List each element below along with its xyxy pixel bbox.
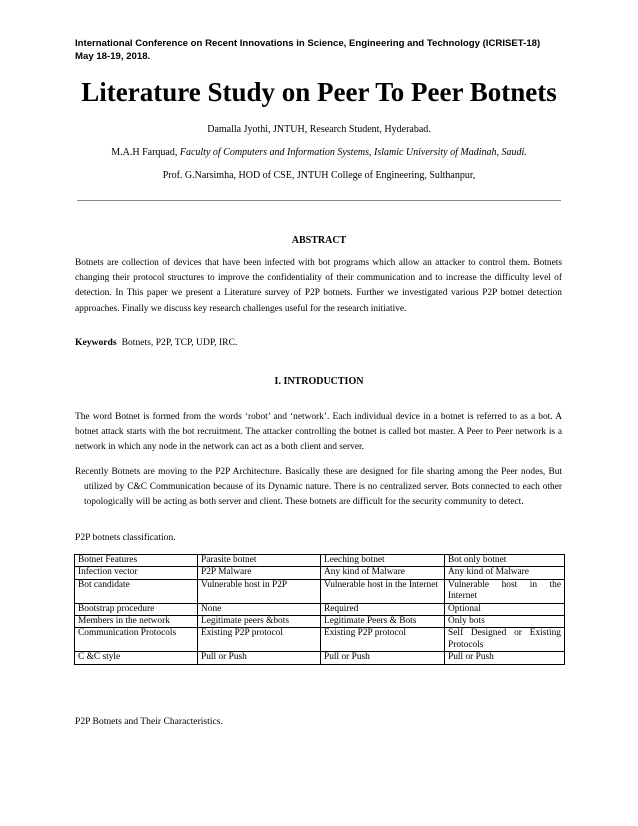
table-cell: Leeching botnet [321,555,445,567]
conference-date: May 18-19, 2018. [75,50,151,62]
table-cell: Optional [445,603,565,615]
table-cell: Legitimate peers &bots [198,616,321,628]
table-cell: Existing P2P protocol [198,628,321,652]
table-cell: None [198,603,321,615]
table-cell: Self Designed or Existing Protocols [445,628,565,652]
abstract-text: Botnets are collection of devices that have been infected with bot programs which allow an attacker to control them. Botnets changing their protocol structures to improve the confidentiality of their communication and to increase the difficulty level of detection. In This paper we present a Literature survey of P2P botnets. Further we investigated various P2P botnet detection approaches. Finally we discuss key research challenges useful for the research initiative. [75,258,562,314]
keywords-text: Botnets, P2P, TCP, UDP, IRC. [121,337,238,348]
author-2-name: M.A.H Farquad, [111,147,180,158]
table-cell: Pull or Push [321,652,445,664]
table-cell: Vulnerable host in the Internet [445,579,565,603]
table-row [75,579,565,603]
table-caption: P2P botnets classification. [75,532,176,543]
table-cell: Any kind of Malware [321,567,445,579]
table-cell: Pull or Push [445,652,565,664]
table-cell: Parasite botnet [198,555,321,567]
table-cell: Communication Protocols [75,628,198,652]
conference-name: International Conference on Recent Innovations in Science, Engineering and Technology (ICRISET-18) [75,38,541,49]
table-cell: Only bots [445,616,565,628]
table-cell: Vulnerable host in P2P [198,579,321,603]
table-cell: Bot only botnet [445,555,565,567]
figure-caption: P2P Botnets and Their Characteristics. [75,716,223,727]
table-cell: Existing P2P protocol [321,628,445,652]
conference-header [75,38,575,63]
author-2-affiliation: Faculty of Computers and Information Systems, Islamic University of Madinah, Saudi. [179,147,527,158]
table-cell: Infection vector [75,567,198,579]
table-row [75,567,565,579]
abstract-heading: ABSTRACT [291,235,347,246]
table-cell: Members in the network [75,616,198,628]
keywords-label: Keywords [75,337,117,348]
header-divider [77,200,561,201]
keywords [75,336,237,349]
table-cell: Any kind of Malware [445,567,565,579]
table-row [75,555,565,567]
table-cell: P2P Malware [198,567,321,579]
table-cell: Vulnerable host in the Internet [321,579,445,603]
table-row [75,603,565,615]
table-cell: Legitimate Peers & Bots [321,616,445,628]
table-cell: Pull or Push [198,652,321,664]
table-cell: Bootstrap procedure [75,603,198,615]
table-row [75,652,565,664]
botnet-classification-table [74,554,565,665]
table-cell: Botnet Features [75,555,198,567]
table-row [75,628,565,652]
author-1: Damalla Jyothi, JNTUH, Research Student, Hyderabad. [207,124,431,135]
introduction-heading: I. INTRODUCTION [274,376,364,387]
table-cell: C &C style [75,652,198,664]
author-2 [0,146,638,159]
table-cell: Required [321,603,445,615]
intro-paragraph-2: Recently Botnets are moving to the P2P Architecture. Basically these are designed for file sharing among the Peer nodes, But utilized by C&C Communication because of its Dynamic nature. There is no centralized server. Bots connected to each other topologically will be acting as both server and client. These botnets are difficult for the security community to detect. [75,467,562,508]
author-3: Prof. G.Narsimha, HOD of CSE, JNTUH College of Engineering, Sulthanpur, [162,170,476,181]
paper-title: Literature Study on Peer To Peer Botnets [81,77,557,107]
intro-paragraph-1: The word Botnet is formed from the words ‘robot’ and ‘network’. Each individual device in a botnet is referred to as a bot. A botnet attack starts with the bot recruitment. The attacker controlling the botnet is called bot master. A Peer to Peer network is a network in which any node in the network can act as a both client and server. [75,412,562,453]
table-row [75,616,565,628]
table-cell: Bot candidate [75,579,198,603]
